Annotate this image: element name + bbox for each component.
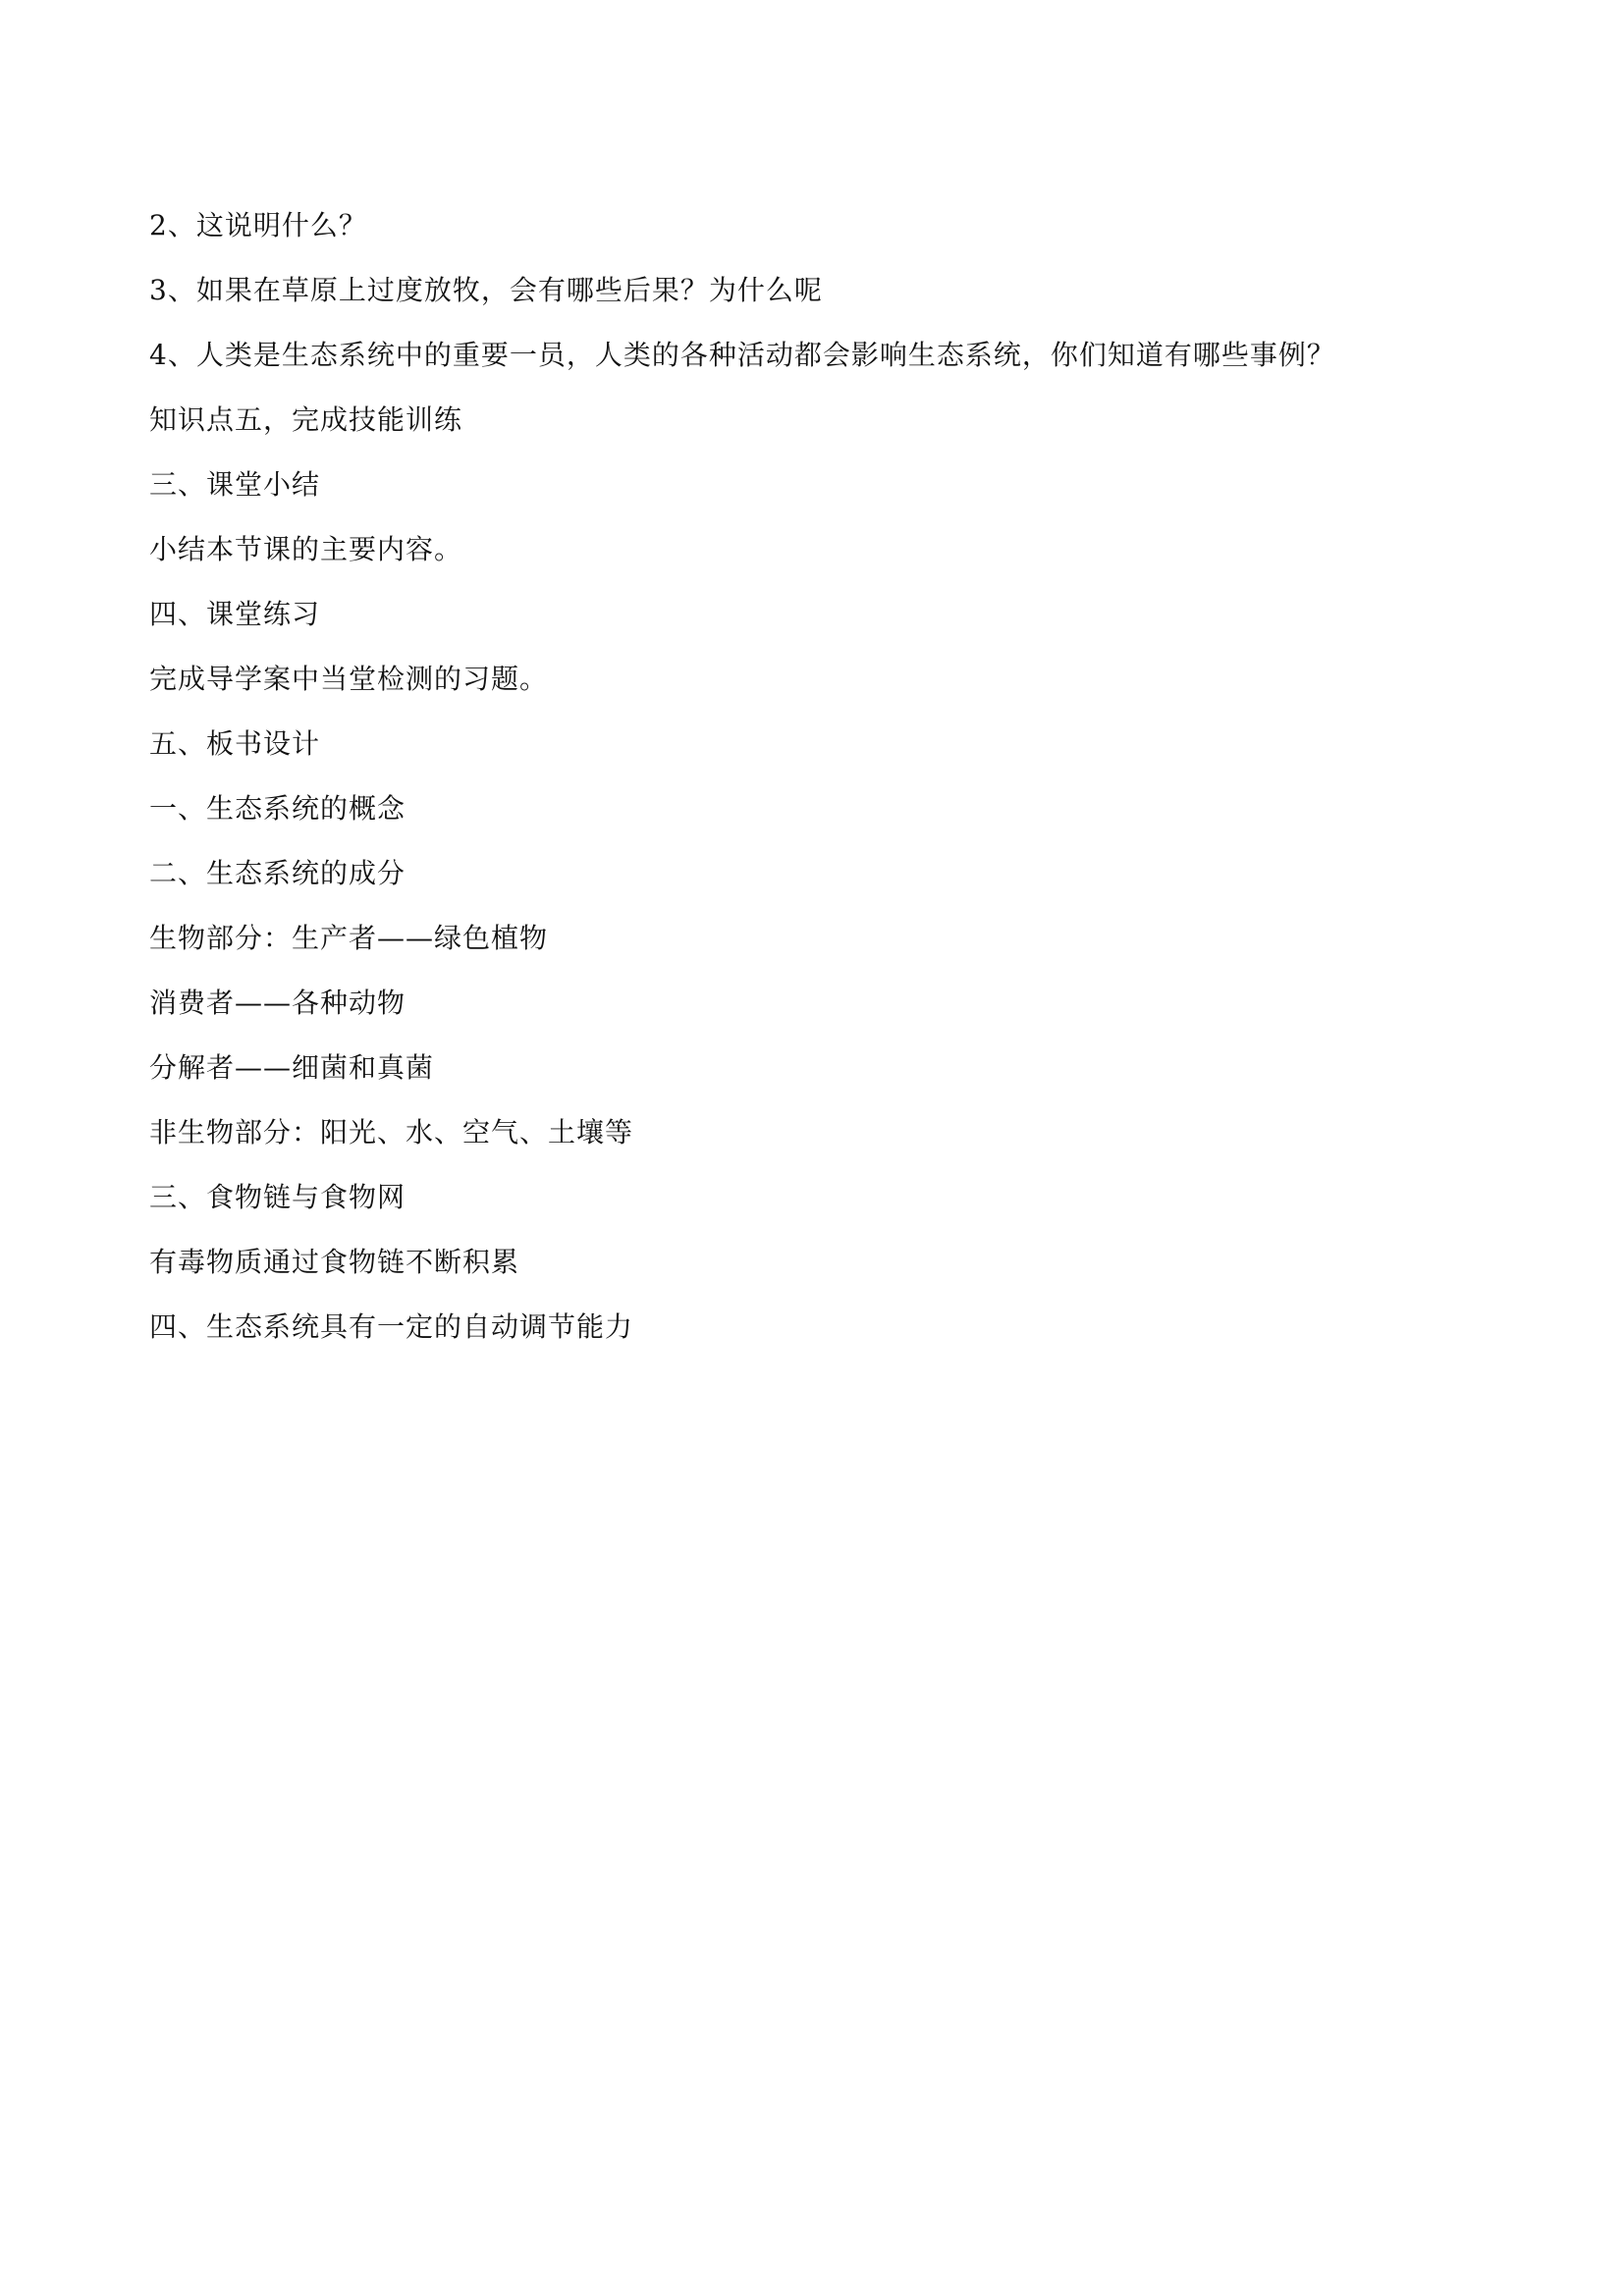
document-body bbox=[149, 204, 1485, 1370]
board-consumers: 消费者——各种动物 bbox=[149, 987, 406, 1019]
section-heading-summary: 三、课堂小结 bbox=[149, 468, 321, 501]
board-biotic-producers: 生物部分：生产者——绿色植物 bbox=[149, 922, 549, 954]
board-decomposers: 分解者——细菌和真菌 bbox=[149, 1051, 435, 1084]
question-2: 2、这说明什么？ bbox=[149, 209, 367, 241]
practice-text: 完成导学案中当堂检测的习题。 bbox=[149, 663, 549, 695]
section-heading-board-design: 五、板书设计 bbox=[149, 727, 321, 760]
summary-text: 小结本节课的主要内容。 bbox=[149, 533, 463, 565]
board-item-3: 三、食物链与食物网 bbox=[149, 1181, 406, 1213]
knowledge-point-5: 知识点五，完成技能训练 bbox=[149, 403, 463, 436]
question-4: 4、人类是生态系统中的重要一员，人类的各种活动都会影响生态系统，你们知道有哪些事例？ bbox=[149, 339, 1335, 371]
section-heading-practice: 四、课堂练习 bbox=[149, 598, 321, 630]
question-3: 3、如果在草原上过度放牧，会有哪些后果？为什么呢 bbox=[149, 274, 823, 306]
board-toxins: 有毒物质通过食物链不断积累 bbox=[149, 1246, 520, 1278]
board-item-1: 一、生态系统的概念 bbox=[149, 792, 406, 825]
board-abiotic: 非生物部分：阳光、水、空气、土壤等 bbox=[149, 1116, 634, 1148]
board-item-4: 四、生态系统具有一定的自动调节能力 bbox=[149, 1310, 634, 1343]
board-item-2: 二、生态系统的成分 bbox=[149, 857, 406, 889]
